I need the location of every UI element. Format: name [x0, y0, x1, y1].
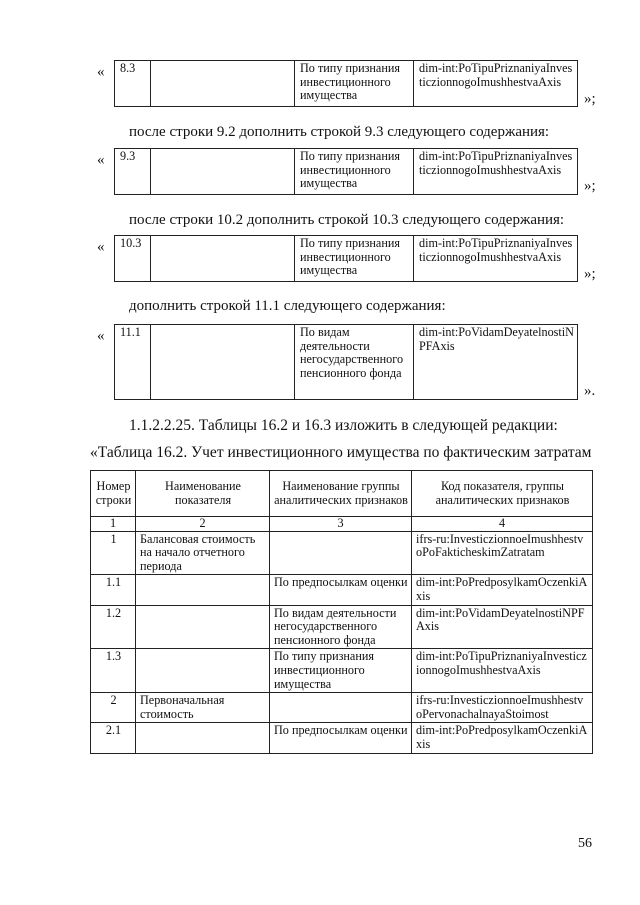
feature-group: По типу признания инвестиционного имущества: [295, 61, 414, 107]
row-number: 11.1: [115, 325, 151, 400]
table-16-2: [90, 470, 593, 754]
indicator-name: [151, 325, 295, 400]
feature-group: По типу признания инвестиционного имущества: [295, 149, 414, 195]
quote-close: »;: [584, 91, 596, 107]
fragment-row-10-3: [114, 235, 578, 282]
header-indicator-name: Наименование показателя: [136, 471, 270, 517]
feature-group: По предпосылкам оценки: [270, 575, 412, 605]
quote-close: »;: [584, 266, 596, 282]
column-number: 4: [412, 517, 593, 532]
feature-group: По видам деятельности негосударственного пенсионного фонда: [270, 605, 412, 649]
table-title: «Таблица 16.2. Учет инвестиционного имущества по фактическим затратам: [90, 444, 592, 461]
feature-group: По предпосылкам оценки: [270, 723, 412, 753]
indicator-code: dim-int:PoTipuPriznaniyaInvesticzionnogoImushhestvaAxis: [414, 61, 578, 107]
page-number: 56: [578, 836, 592, 851]
column-number: 3: [270, 517, 412, 532]
paragraph-add-11-1: дополнить строкой 11.1 следующего содержания:: [129, 298, 446, 314]
indicator-name: [151, 61, 295, 107]
table-row: [91, 693, 593, 723]
indicator-name: Балансовая стоимость на начало отчетного периода: [136, 531, 270, 575]
header-indicator-code: Код показателя, группы аналитических признаков: [412, 471, 593, 517]
header-row-number: Номер строки: [91, 471, 136, 517]
clause-heading: 1.1.2.2.25. Таблицы 16.2 и 16.3 изложить в следующей редакции:: [129, 417, 558, 434]
quote-open: «: [97, 239, 105, 255]
table-row: [91, 649, 593, 693]
indicator-code: dim-int:PoTipuPriznaniyaInvesticzionnogoImushhestvaAxis: [414, 236, 578, 282]
indicator-name: [136, 605, 270, 649]
indicator-name: [136, 649, 270, 693]
quote-close: ».: [584, 383, 596, 399]
table-row: [91, 531, 593, 575]
feature-group: По типу признания инвестиционного имущества: [295, 236, 414, 282]
fragment-row-8-3: [114, 60, 578, 107]
indicator-name: [151, 236, 295, 282]
quote-open: «: [97, 152, 105, 168]
row-number: 1.3: [91, 649, 136, 693]
row-number: 8.3: [115, 61, 151, 107]
row-number: 1.1: [91, 575, 136, 605]
table-header-row: [91, 471, 593, 517]
indicator-name: [151, 149, 295, 195]
indicator-code: dim-int:PoTipuPriznaniyaInvesticzionnogoImushhestvaAxis: [412, 649, 593, 693]
fragment-row-11-1: [114, 324, 578, 400]
indicator-name: [136, 575, 270, 605]
row-number: 2.1: [91, 723, 136, 753]
indicator-code: dim-int:PoPredposylkamOczenkiAxis: [412, 575, 593, 605]
column-number-row: [91, 517, 593, 532]
table-row: [91, 575, 593, 605]
feature-group: По видам деятельности негосударственного пенсионного фонда: [295, 325, 414, 400]
paragraph-after-10-2: после строки 10.2 дополнить строкой 10.3 следующего содержания:: [129, 212, 565, 228]
indicator-code: ifrs-ru:InvesticzionnoeImushhestvoPervonachalnayaStoimost: [412, 693, 593, 723]
row-number: 9.3: [115, 149, 151, 195]
quote-close: »;: [584, 178, 596, 194]
paragraph-after-9-2: после строки 9.2 дополнить строкой 9.3 следующего содержания:: [129, 124, 550, 140]
column-number: 1: [91, 517, 136, 532]
column-number: 2: [136, 517, 270, 532]
feature-group: [270, 531, 412, 575]
quote-open: «: [97, 328, 105, 344]
fragment-row-9-3: [114, 148, 578, 195]
row-number: 2: [91, 693, 136, 723]
feature-group: [270, 693, 412, 723]
indicator-code: dim-int:PoPredposylkamOczenkiAxis: [412, 723, 593, 753]
row-number: 10.3: [115, 236, 151, 282]
indicator-code: dim-int:PoTipuPriznaniyaInvesticzionnogoImushhestvaAxis: [414, 149, 578, 195]
feature-group: По типу признания инвестиционного имущества: [270, 649, 412, 693]
indicator-name: [136, 723, 270, 753]
row-number: 1: [91, 531, 136, 575]
indicator-code: dim-int:PoVidamDeyatelnostiNPFAxis: [412, 605, 593, 649]
indicator-name: Первоначальная стоимость: [136, 693, 270, 723]
indicator-code: ifrs-ru:InvesticzionnoeImushhestvoPoFakticheskimZatratam: [412, 531, 593, 575]
indicator-code: dim-int:PoVidamDeyatelnostiNPFAxis: [414, 325, 578, 400]
header-feature-group: Наименование группы аналитических признаков: [270, 471, 412, 517]
quote-open: «: [97, 64, 105, 80]
row-number: 1.2: [91, 605, 136, 649]
table-row: [91, 605, 593, 649]
table-row: [91, 723, 593, 753]
